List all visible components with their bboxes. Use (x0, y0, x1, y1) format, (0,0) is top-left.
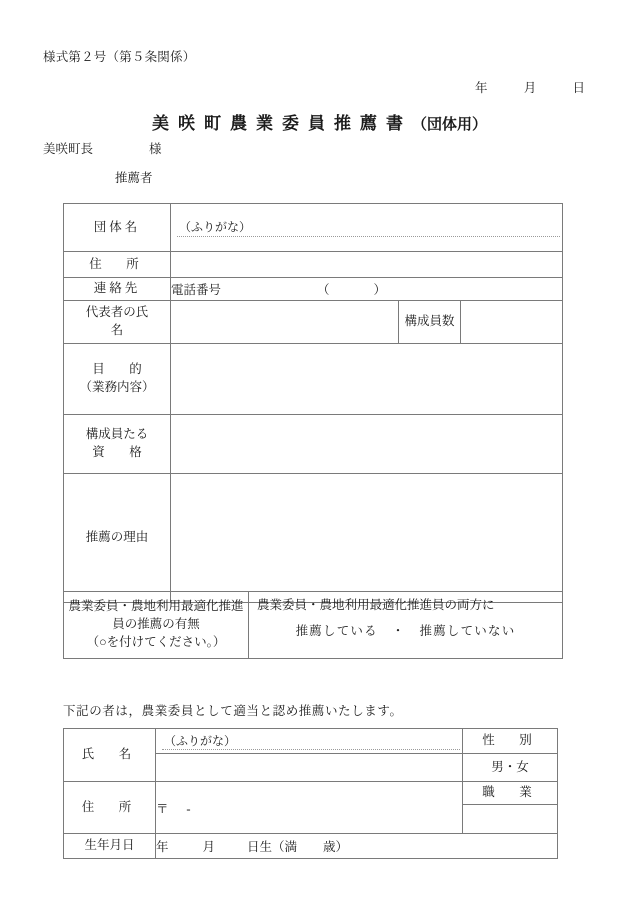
org-furigana-rule (177, 236, 560, 237)
date-day-label: 日 (572, 81, 585, 95)
tel-label: 電話番号 (171, 283, 222, 297)
dual-recommendation-table (63, 591, 563, 659)
postal-mark-icon: 〒 (156, 801, 169, 816)
org-address-field[interactable] (171, 252, 563, 278)
table-row-org-contact (64, 278, 563, 301)
person-furigana-rule (162, 749, 460, 750)
date-line (475, 78, 585, 96)
org-name-field[interactable] (171, 204, 563, 252)
page-title-suffix: （団体用） (411, 117, 487, 133)
table-row-purpose (64, 344, 563, 415)
person-furigana-label: （ふりがな） (164, 733, 237, 748)
org-name-label: 団体名 (64, 204, 171, 252)
org-tel-field[interactable] (171, 278, 563, 301)
person-address-field[interactable] (156, 782, 463, 834)
dual-rec-note: 農業委員・農地利用最適化推進員の両方に (257, 598, 495, 612)
choice-yes-option[interactable]: 推薦している (295, 623, 378, 638)
table-row-reason (64, 474, 563, 603)
dual-recommendation-choice-cell[interactable] (249, 592, 563, 659)
table-row-org-name (64, 204, 563, 252)
person-furigana-cell[interactable] (156, 729, 463, 754)
dual-rec-label-line3: （○を付けてください。） (86, 634, 226, 649)
gender-label: 性 別 (463, 729, 558, 754)
tel-paren-open: （ (317, 283, 330, 297)
representative-label (64, 301, 171, 344)
table-row-person-name-top (64, 729, 558, 754)
purpose-label-line1: 目 的 (92, 362, 148, 377)
member-count-label: 構成員数 (399, 301, 461, 344)
table-row-representative (64, 301, 563, 344)
page-title-main: 美咲町農業委員推薦書 (151, 114, 412, 133)
qualification-label-line2: 資 格 (92, 445, 148, 459)
member-count-field[interactable] (461, 301, 563, 344)
postal-dash: - (186, 801, 191, 816)
representative-name-field[interactable] (171, 301, 399, 344)
gender-options[interactable]: 男・女 (463, 754, 558, 782)
dual-recommendation-label (64, 592, 249, 659)
org-contact-label: 連絡先 (64, 278, 171, 301)
dual-rec-choices (249, 614, 562, 644)
org-furigana-label: （ふりがな） (179, 220, 252, 235)
date-year-label: 年 (474, 81, 488, 95)
representative-label-line2: 名 (110, 323, 124, 337)
birth-day-suffix: 日生（満 (247, 840, 298, 854)
choice-separator: ・ (391, 623, 406, 638)
addressee-name: 美咲町長 (43, 142, 94, 156)
purpose-label (64, 344, 171, 415)
addressee-honorific: 様 (149, 142, 162, 156)
table-row-birthdate (64, 834, 558, 859)
org-address-label: 住 所 (64, 252, 171, 278)
tel-paren-close: ） (373, 283, 387, 297)
form-number: 様式第２号（第５条関係） (43, 50, 196, 64)
person-table (63, 728, 558, 859)
birth-year-label: 年 (156, 840, 169, 854)
birth-month-label: 月 (202, 840, 216, 854)
reason-label: 推薦の理由 (64, 474, 171, 603)
purpose-label-line2: （業務内容） (79, 380, 155, 394)
birthdate-field[interactable] (156, 834, 558, 859)
qualification-label (64, 415, 171, 474)
choice-no-option[interactable]: 推薦していない (419, 623, 516, 638)
addressee (43, 139, 162, 157)
organization-table (63, 203, 563, 603)
purpose-field[interactable] (171, 344, 563, 415)
birthdate-label: 生年月日 (64, 834, 156, 859)
qualification-field[interactable] (171, 415, 563, 474)
dual-rec-label-line2: 員の推薦の有無 (112, 617, 200, 632)
reason-field[interactable] (171, 474, 563, 603)
qualification-label-line1: 構成員たる (85, 427, 149, 442)
occupation-field[interactable] (463, 805, 558, 834)
recommender-label: 推薦者 (115, 171, 153, 185)
person-name-label: 氏 名 (64, 729, 156, 782)
recommendation-statement: 下記の者は，農業委員として適当と認め推薦いたします。 (63, 704, 403, 718)
table-row-qualification (64, 415, 563, 474)
table-row-person-address-top (64, 782, 558, 805)
representative-label-line1: 代表者の氏 (85, 305, 149, 320)
date-month-label: 月 (523, 81, 537, 95)
page-title (0, 109, 630, 134)
table-row-org-address (64, 252, 563, 278)
person-name-field[interactable] (156, 754, 463, 782)
birth-age-suffix: 歳） (323, 840, 349, 854)
person-address-label: 住 所 (64, 782, 156, 834)
occupation-label: 職 業 (463, 782, 558, 805)
dual-rec-label-line1: 農業委員・農地利用最適化推進 (68, 599, 244, 614)
table-row-dual-recommendation (64, 592, 563, 659)
